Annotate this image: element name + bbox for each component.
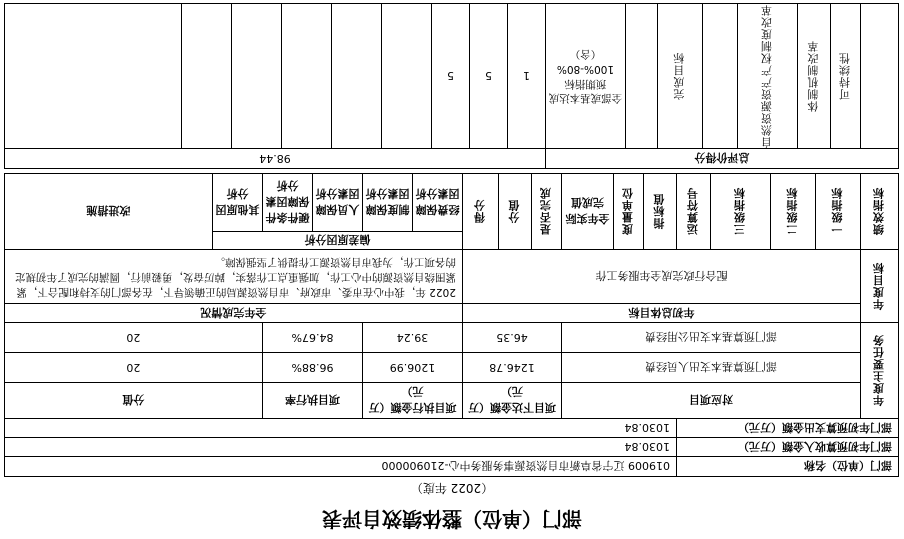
fragment-blank (4, 4, 181, 149)
table-row (4, 353, 898, 383)
ind-header-deviation: 偏差原因分析 (212, 232, 462, 250)
fragment-blank (861, 4, 899, 149)
fragment-blank (382, 4, 432, 149)
task-exec: 39.24 (362, 323, 462, 353)
goals-section-label: 年度目标 (861, 250, 899, 323)
ind-header-measures: 改进措施 (4, 174, 212, 250)
expend-label: 部门年初预算支出金额（万元） (676, 419, 898, 438)
fragment-target-desc: 全部或基本达成预期指标100%-80%（含） (546, 4, 626, 149)
indicators-section-label: 绩效指标 (861, 174, 899, 250)
task-weight: 20 (4, 353, 262, 383)
task-exec: 1206.99 (362, 353, 462, 383)
fragment-weight-b: 5 (470, 4, 508, 149)
ind-header-level3: 三级指标 (711, 174, 771, 250)
ind-header-d4: 硬件条件保障因素分析 (262, 174, 312, 232)
previous-page-fragment (4, 3, 899, 169)
tasks-header-project: 对应项目 (561, 383, 860, 419)
evaluation-table (4, 173, 899, 477)
fragment-blank (282, 4, 332, 149)
fragment-blank (703, 4, 738, 149)
fragment-score: 5 (432, 4, 470, 149)
fragment-blank (232, 4, 282, 149)
task-rate: 96.88% (262, 353, 362, 383)
fragment-is-done: 完成目标 (658, 4, 703, 149)
ind-header-done: 全年实际完成值 (561, 174, 613, 250)
dept-label: 部门（单位）名称 (676, 457, 898, 477)
fragment-blank (626, 4, 658, 149)
tasks-header-weight: 分值 (4, 383, 262, 419)
goals-overall-header: 年初总体目标 (462, 304, 860, 323)
table-row (4, 4, 898, 149)
ind-header-d5: 其他原因分析 (212, 174, 262, 232)
goals-done-header: 全年完成情况 (4, 304, 462, 323)
ind-header-level2: 二级指标 (771, 174, 816, 250)
task-project: 部门预算基本支出公用经费 (561, 323, 860, 353)
task-budget: 46.35 (462, 323, 561, 353)
goals-overall-text: 配合行政完成全年服务工作 (462, 250, 860, 304)
task-project: 部门预算基本支出人员经费 (561, 353, 860, 383)
ind-header-d1: 经费保障因素分析 (412, 174, 462, 232)
income-value: 1030.84 (4, 438, 676, 457)
form-title: 部门（单位）整体绩效自评表 (322, 507, 582, 531)
table-row (4, 323, 898, 353)
total-score-label: 总评价得分 (546, 149, 899, 169)
expend-value: 1030.84 (4, 419, 676, 438)
ind-header-is-done: 是否完成 (531, 174, 561, 250)
task-weight: 20 (4, 323, 262, 353)
fragment-level2: 体制机制改革 (798, 4, 831, 149)
task-budget: 1246.78 (462, 353, 561, 383)
ind-header-level1: 一级指标 (816, 174, 861, 250)
ind-header-operator: 运算符号 (676, 174, 710, 250)
income-label: 部门年初预算收入金额（万元） (676, 438, 898, 457)
tasks-section-label: 年度主要任务 (861, 323, 899, 419)
ind-header-d2: 制度保障因素分析 (362, 174, 412, 232)
tasks-header-rate: 项目执行率 (262, 383, 362, 419)
fragment-level1: 可持续性 (831, 4, 861, 149)
fragment-weight-a: 1 (508, 4, 546, 149)
ind-header-weight: 分值 (498, 174, 531, 250)
fragment-blank (332, 4, 382, 149)
ind-header-score: 得分 (462, 174, 498, 250)
ind-header-d3: 人员保障因素分析 (312, 174, 362, 232)
fragment-level3: 自然资源资产产权制度改革 (738, 4, 798, 149)
tasks-header-exec: 项目执行金额（万元） (362, 383, 462, 419)
ind-header-unit: 度量单位 (613, 174, 643, 250)
task-rate: 84.67% (262, 323, 362, 353)
ind-header-target: 指标值 (643, 174, 676, 250)
total-score-value: 98.44 (4, 149, 545, 169)
tasks-header-budget: 项目下达金额（万元） (462, 383, 561, 419)
form-year: （2022 年度） (410, 481, 494, 495)
dept-value: 019009 辽宁省阜新市自然资源事务服务中心-210900000 (4, 457, 676, 477)
fragment-blank (182, 4, 232, 149)
goals-done-text: 2022 年，我中心在市委、市政府、市自然资源局的正确领导下，在各部门的支持和配合下，紧紧围绕自然资源的中心工作，加强重点工作落实，踔厉奋发，勇毅前行，圆满的完成了年初规定的各项工作，为我市自然资源工作提供了坚强保障。 (4, 250, 462, 304)
